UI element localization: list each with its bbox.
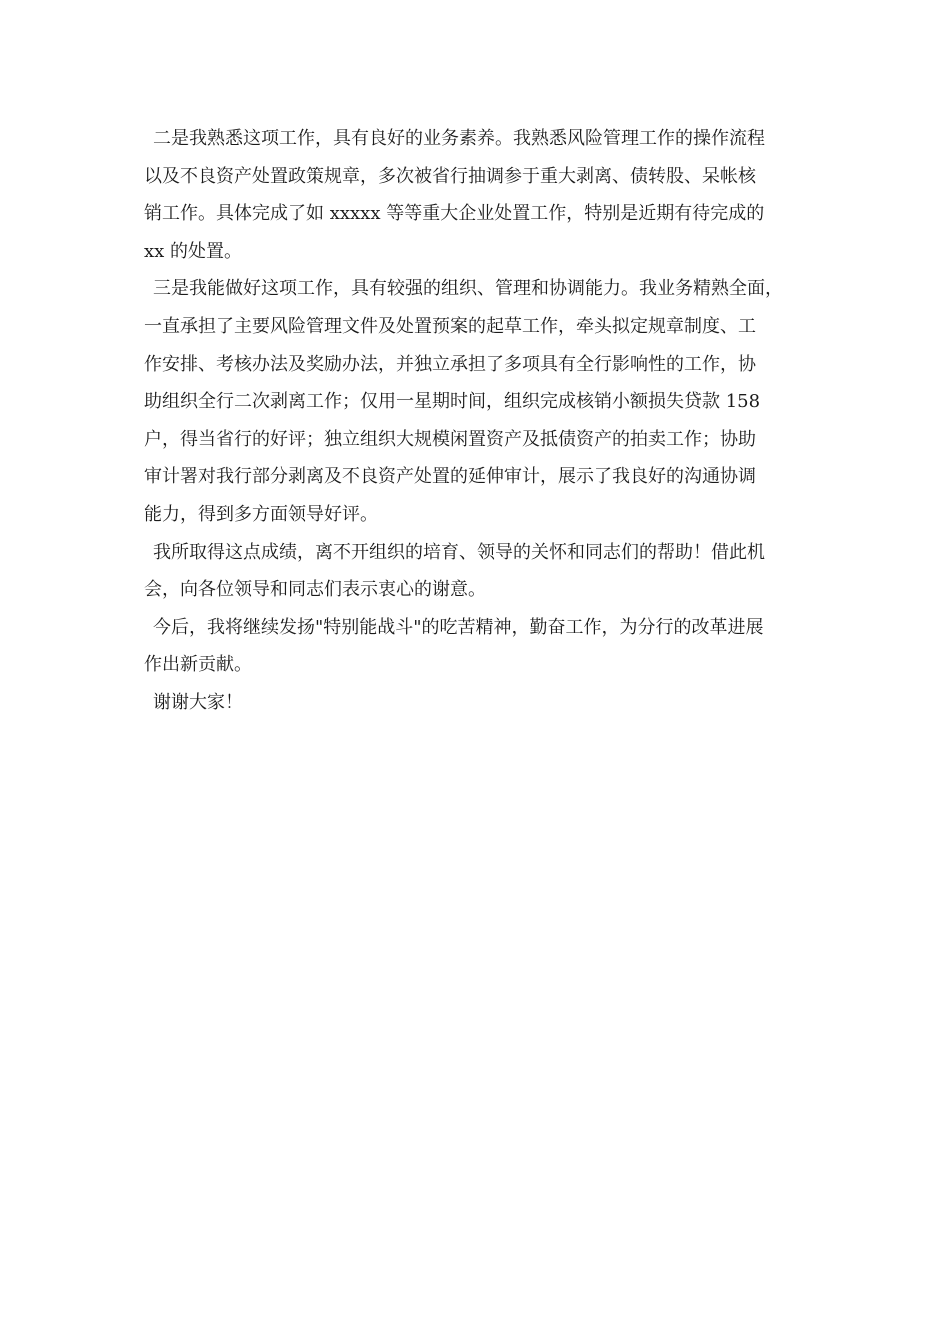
paragraph-line: 今后，我将继续发扬"特别能战斗"的吃苦精神，勤奋工作，为分行的改革进展 xyxy=(153,616,764,638)
paragraph-line: xx 的处置。 xyxy=(144,240,243,262)
paragraph-line: 三是我能做好这项工作，具有较强的组织、管理和协调能力。我业务精熟全面， xyxy=(153,278,783,300)
paragraph-4 xyxy=(144,609,824,684)
paragraph-line: 谢谢大家！ xyxy=(153,691,243,713)
paragraph-3 xyxy=(144,534,824,609)
paragraph-line: 作安排、考核办法及奖励办法，并独立承担了多项具有全行影响性的工作，协 xyxy=(144,353,756,375)
paragraph-line: 销工作。具体完成了如 xxxxx 等等重大企业处置工作，特别是近期有待完成的 xyxy=(144,203,765,225)
paragraph-line: 能力，得到多方面领导好评。 xyxy=(144,503,378,525)
paragraph-line: 二是我熟悉这项工作，具有良好的业务素养。我熟悉风险管理工作的操作流程 xyxy=(153,128,765,149)
paragraph-line: 一直承担了主要风险管理文件及处置预案的起草工作，牵头拟定规章制度、工 xyxy=(144,315,756,337)
paragraph-line: 我所取得这点成绩，离不开组织的培育、领导的关怀和同志们的帮助！借此机 xyxy=(153,541,765,563)
paragraph-line: 会，向各位领导和同志们表示衷心的谢意。 xyxy=(144,579,486,601)
document-body xyxy=(144,120,824,722)
paragraph-2 xyxy=(144,270,824,533)
paragraph-line: 作出新贡献。 xyxy=(144,654,252,676)
paragraph-line: 助组织全行二次剥离工作；仅用一星期时间，组织完成核销小额损失贷款 158 xyxy=(144,391,761,413)
paragraph-line: 户，得当省行的好评；独立组织大规模闲置资产及抵债资产的拍卖工作；协助 xyxy=(144,428,756,450)
paragraph-5 xyxy=(144,684,824,722)
paragraph-line: 以及不良资产处置政策规章，多次被省行抽调参于重大剥离、债转股、呆帐核 xyxy=(144,165,756,187)
paragraph-1 xyxy=(144,120,824,270)
paragraph-line: 审计署对我行部分剥离及不良资产处置的延伸审计，展示了我良好的沟通协调 xyxy=(144,466,756,488)
